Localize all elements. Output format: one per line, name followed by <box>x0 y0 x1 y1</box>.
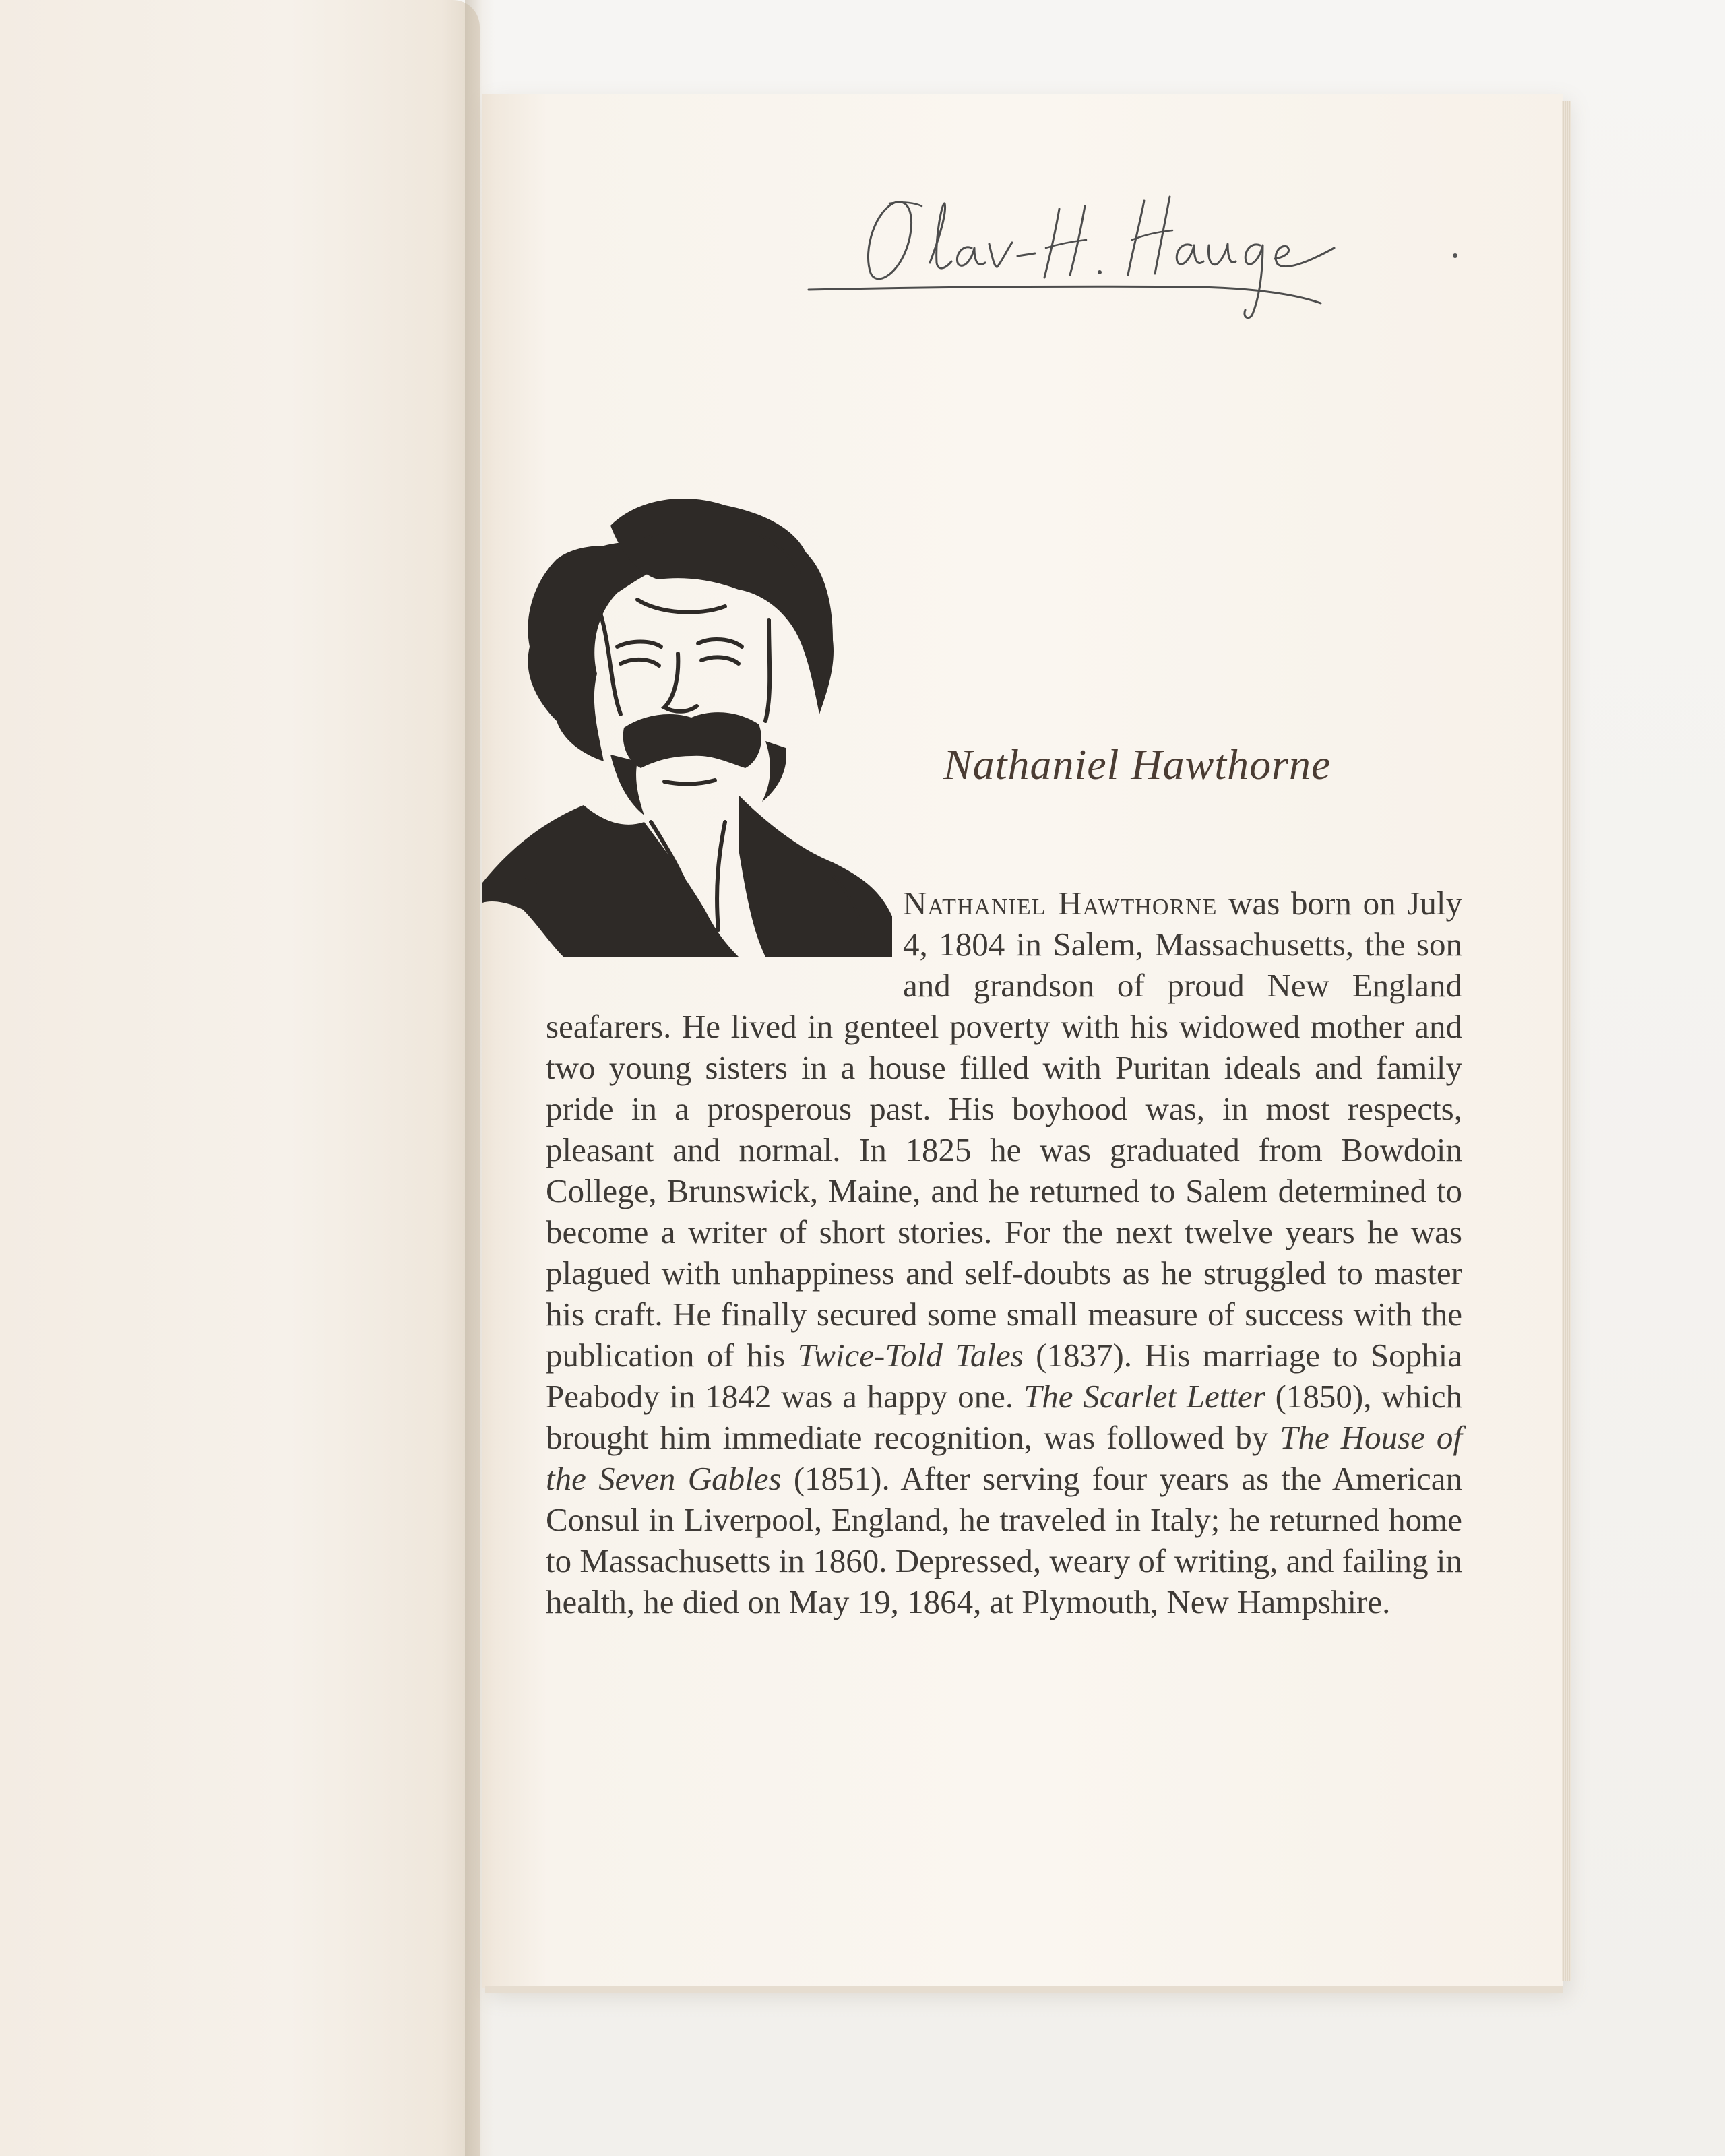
bio-segment: (1850), which brought him immediate recognition, was followed by <box>546 1378 1463 1456</box>
bio-title-twice-told-tales: Twice-Told Tales <box>797 1337 1024 1374</box>
portrait-wrap-spacer <box>546 883 903 969</box>
bio-title-house-seven-gables: The House of the Seven Gables <box>546 1419 1462 1497</box>
page-edge <box>1562 101 1571 1981</box>
author-title: Nathaniel Hawthorne <box>943 740 1331 788</box>
bio-segment: was born on July 4, 1804 in Salem, Massachusetts, the son and grandson of proud New England seafarers. He lived in genteel poverty with his widowed mother and two young sisters in a house filled with Puritan ideals and family pride in a prosperous past. His boyhood was, in most respects, pleasant and normal. In 1825 he was graduated from Bowdoin College, Brunswick, Maine, and he returned to Salem determined to become a writer of short stories. For the next twelve years he was plagued with unhappiness and self-doubts as he struggled to master his craft. He finally secured some small measure of success with the publication of his <box>546 885 1462 1374</box>
bio-lead: Nathaniel Hawthorne <box>903 885 1218 922</box>
handwritten-signature <box>795 162 1375 337</box>
page-bottom-edge <box>485 1986 1563 1993</box>
biography-text <box>546 883 1462 1622</box>
left-page <box>0 0 480 2156</box>
book-gutter <box>465 0 495 2156</box>
bio-title-scarlet-letter: The Scarlet Letter <box>1023 1378 1265 1415</box>
ink-dot <box>1453 253 1457 258</box>
bio-segment: (1851). After serving four years as the American Consul in Liverpool, England, he traveled in Italy; he returned home to Massachusetts in 1860. Depressed, weary of writing, and failing in health, he died on May 19, 1864, at Plymouth, New Hampshire. <box>546 1460 1462 1620</box>
biography-block <box>546 883 1462 1853</box>
bio-segment: (1837). His marriage to Sophia Peabody in 1842 was a happy one. <box>546 1337 1462 1415</box>
portrait-engraving-icon <box>482 445 892 957</box>
